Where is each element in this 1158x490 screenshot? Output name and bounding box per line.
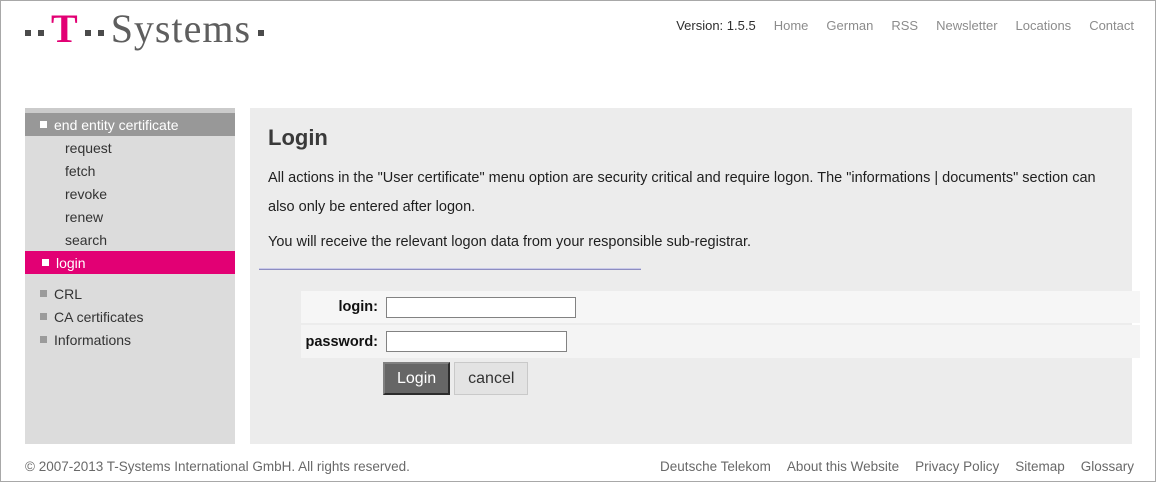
footer-link-glossary[interactable]: Glossary (1080, 459, 1134, 474)
login-field-label: login: (338, 299, 378, 315)
logo-dot-icon (38, 30, 44, 36)
login-submit-button[interactable]: Login (383, 362, 450, 395)
bullet-square-icon (40, 336, 47, 343)
nav-link-german[interactable]: German (826, 18, 874, 33)
bullet-square-icon (40, 121, 47, 128)
sidebar-item-label: search (65, 231, 108, 248)
logo-dot-icon (98, 30, 104, 36)
sidebar-item-label: CRL (54, 285, 83, 302)
sidebar-item-label: fetch (65, 162, 96, 179)
sidebar-item-label: login (56, 254, 86, 271)
sidebar-item-end-entity-certificate[interactable] (25, 113, 235, 136)
sidebar-section-label: end entity certificate (54, 116, 179, 133)
logo-systems-text: Systems (110, 6, 252, 51)
nav-link-locations[interactable]: Locations (1015, 18, 1072, 33)
section-divider (259, 268, 641, 270)
password-input[interactable] (386, 331, 567, 352)
copyright-text: © 2007-2013 T-Systems International GmbH. All rights reserved. (25, 459, 410, 474)
footer-link-deutsche-telekom[interactable]: Deutsche Telekom (660, 459, 771, 474)
t-systems-logo[interactable] (25, 6, 264, 51)
sidebar-item-crl[interactable] (25, 282, 235, 305)
footer-link-privacy[interactable]: Privacy Policy (915, 459, 1000, 474)
footer-link-sitemap[interactable]: Sitemap (1015, 459, 1065, 474)
cancel-button[interactable]: cancel (454, 362, 528, 395)
sidebar-item-revoke[interactable] (25, 182, 235, 205)
sidebar-item-label: CA certificates (54, 308, 144, 325)
top-navigation (676, 18, 1134, 33)
sidebar-item-label: request (65, 139, 112, 156)
intro-paragraph: All actions in the "User certificate" menu option are security critical and require logon. The "informations | documents" section can also only be entered after logon. (268, 170, 1096, 215)
sidebar-item-search[interactable] (25, 228, 235, 251)
password-field-row (301, 325, 1140, 358)
footer-link-about[interactable]: About this Website (786, 459, 900, 474)
logo-dot-icon (258, 30, 264, 36)
nav-link-contact[interactable]: Contact (1089, 18, 1134, 33)
bullet-square-icon (40, 290, 47, 297)
sidebar-item-ca-certificates[interactable] (25, 305, 235, 328)
login-field-row (301, 291, 1140, 323)
version-value: 1.5.5 (726, 18, 756, 33)
bullet-square-icon (40, 313, 47, 320)
version-text (676, 18, 756, 33)
nav-link-newsletter[interactable]: Newsletter (936, 18, 998, 33)
sidebar-item-label: renew (65, 208, 104, 225)
nav-link-rss[interactable]: RSS (891, 18, 919, 33)
footer-navigation (660, 459, 1134, 474)
sidebar-item-renew[interactable] (25, 205, 235, 228)
logo-dot-icon (25, 30, 31, 36)
login-input[interactable] (386, 297, 576, 318)
sidebar-item-request[interactable] (25, 136, 235, 159)
bullet-square-icon (42, 259, 49, 266)
sidebar-menu (25, 108, 235, 444)
sidebar-gap (25, 274, 235, 282)
subregistrar-paragraph: You will receive the relevant logon data from your responsible sub-registrar. (268, 234, 752, 250)
form-buttons (383, 362, 1140, 395)
nav-link-home[interactable]: Home (773, 18, 809, 33)
sidebar-item-fetch[interactable] (25, 159, 235, 182)
logo-t-letter: T (51, 6, 78, 51)
sidebar-item-label: Informations (54, 331, 132, 348)
version-label: Version: (676, 18, 724, 33)
password-field-label: password: (305, 333, 378, 350)
login-form (301, 291, 1140, 395)
sidebar-item-label: revoke (65, 185, 108, 202)
sidebar-item-informations[interactable] (25, 328, 235, 351)
logo-dot-icon (85, 30, 91, 36)
sidebar-item-login-active[interactable] (25, 251, 235, 274)
page-title: Login (268, 125, 328, 150)
main-content (250, 108, 1132, 444)
